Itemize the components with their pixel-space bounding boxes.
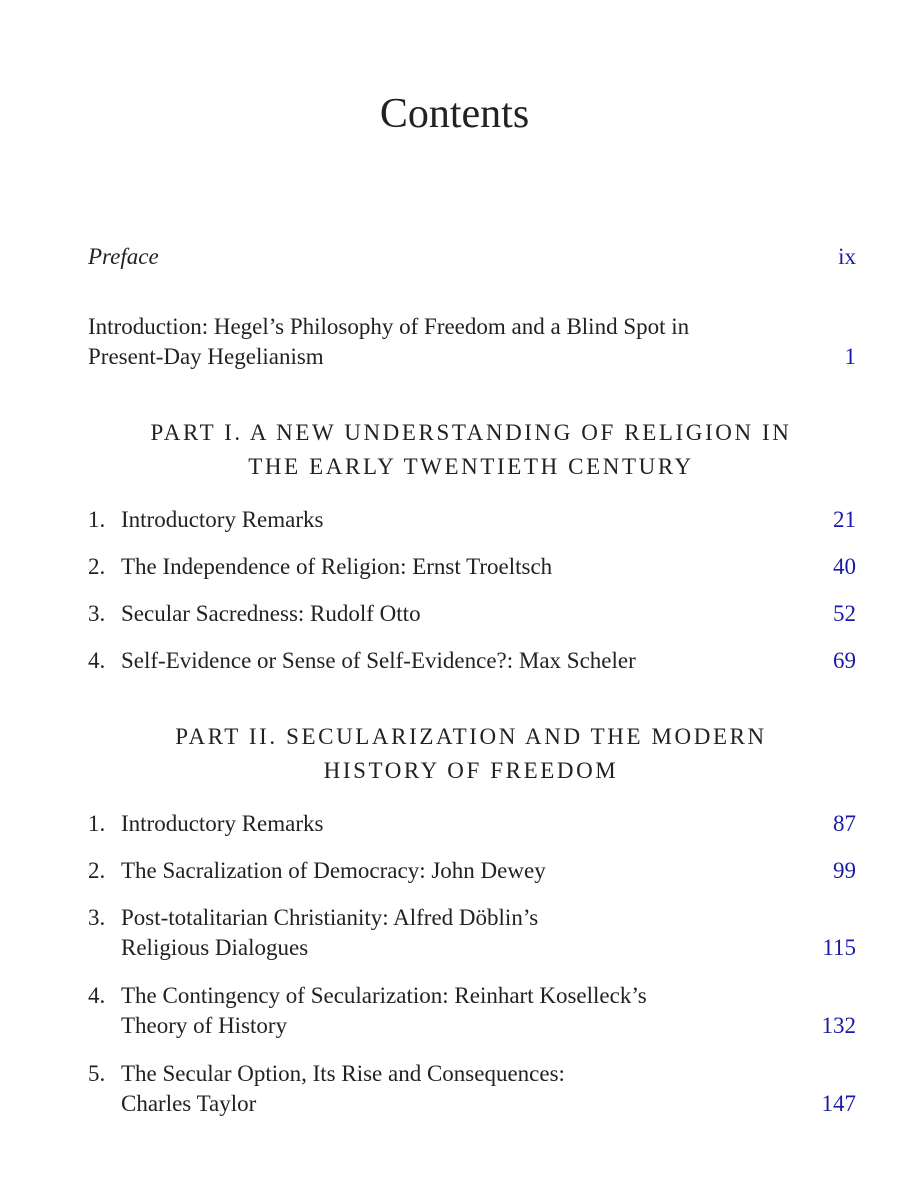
part-heading-1	[60, 416, 882, 484]
toc-page-link[interactable]: 99	[833, 858, 856, 883]
chapter-number: 1.	[88, 811, 106, 836]
chapter-title: Secular Sacredness: Rudolf Otto	[121, 601, 421, 626]
toc-chapter-entry[interactable]	[88, 981, 856, 1041]
chapter-title: Introductory Remarks	[121, 811, 324, 836]
chapter-number: 4.	[88, 983, 106, 1008]
chapter-number: 2.	[88, 554, 106, 579]
chapter-number: 3.	[88, 905, 106, 930]
part-heading-line1: PART II. SECULARIZATION AND THE MODERN	[175, 724, 767, 749]
chapter-title-line2: Theory of History	[121, 1013, 288, 1038]
chapter-title-line2: Religious Dialogues	[121, 935, 309, 960]
toc-page-link[interactable]: 132	[821, 1013, 856, 1038]
chapter-number: 2.	[88, 858, 106, 883]
toc-page-link[interactable]: ix	[838, 244, 856, 269]
toc-page-link[interactable]: 115	[822, 935, 856, 960]
toc-page-link[interactable]: 147	[821, 1091, 856, 1116]
toc-chapter-entry[interactable]	[88, 903, 856, 963]
chapter-title: Self-Evidence or Sense of Self-Evidence?: Max Scheler	[121, 648, 636, 673]
toc-page-link[interactable]: 87	[833, 811, 856, 836]
toc-page-link[interactable]: 21	[833, 507, 856, 532]
chapter-number: 3.	[88, 601, 106, 626]
toc-entry-label-line1: Introduction: Hegel’s Philosophy of Freedom and a Blind Spot in	[88, 314, 690, 339]
toc-chapter-entry[interactable]	[88, 505, 856, 535]
chapter-title: Introductory Remarks	[121, 507, 324, 532]
toc-page-link[interactable]: 40	[833, 554, 856, 579]
part-heading-line1: PART I. A NEW UNDERSTANDING OF RELIGION IN	[150, 420, 792, 445]
chapter-number: 5.	[88, 1061, 106, 1086]
toc-entry-label-line2: Present-Day Hegelianism	[88, 344, 324, 369]
chapter-title: The Independence of Religion: Ernst Troeltsch	[121, 554, 553, 579]
chapter-title-line1: The Contingency of Secularization: Reinhart Koselleck’s	[121, 983, 647, 1008]
part-heading-2	[60, 720, 882, 788]
toc-chapter-entry[interactable]	[88, 599, 856, 629]
toc-page-link[interactable]: 1	[844, 344, 856, 369]
toc-page-link[interactable]: 69	[833, 648, 856, 673]
toc-chapter-entry[interactable]	[88, 552, 856, 582]
part-heading-line2: THE EARLY TWENTIETH CENTURY	[248, 454, 694, 479]
toc-page-link[interactable]: 52	[833, 601, 856, 626]
toc-chapter-entry[interactable]	[88, 809, 856, 839]
toc-entry-label: Preface	[88, 244, 159, 269]
chapter-title-line2: Charles Taylor	[121, 1091, 257, 1116]
toc-entry-introduction[interactable]	[88, 312, 856, 372]
chapter-title: The Sacralization of Democracy: John Dewey	[121, 858, 546, 883]
toc-chapter-entry[interactable]	[88, 856, 856, 886]
toc-chapter-entry[interactable]	[88, 1059, 856, 1119]
part-heading-line2: HISTORY OF FREEDOM	[323, 758, 619, 783]
page-title: Contents	[379, 91, 530, 137]
toc-entry-preface[interactable]	[88, 242, 856, 272]
toc-chapter-entry[interactable]	[88, 646, 856, 676]
chapter-number: 1.	[88, 507, 106, 532]
chapter-title-line1: Post-totalitarian Christianity: Alfred Döblin’s	[121, 905, 539, 930]
chapter-number: 4.	[88, 648, 106, 673]
chapter-title-line1: The Secular Option, Its Rise and Consequences:	[121, 1061, 565, 1086]
